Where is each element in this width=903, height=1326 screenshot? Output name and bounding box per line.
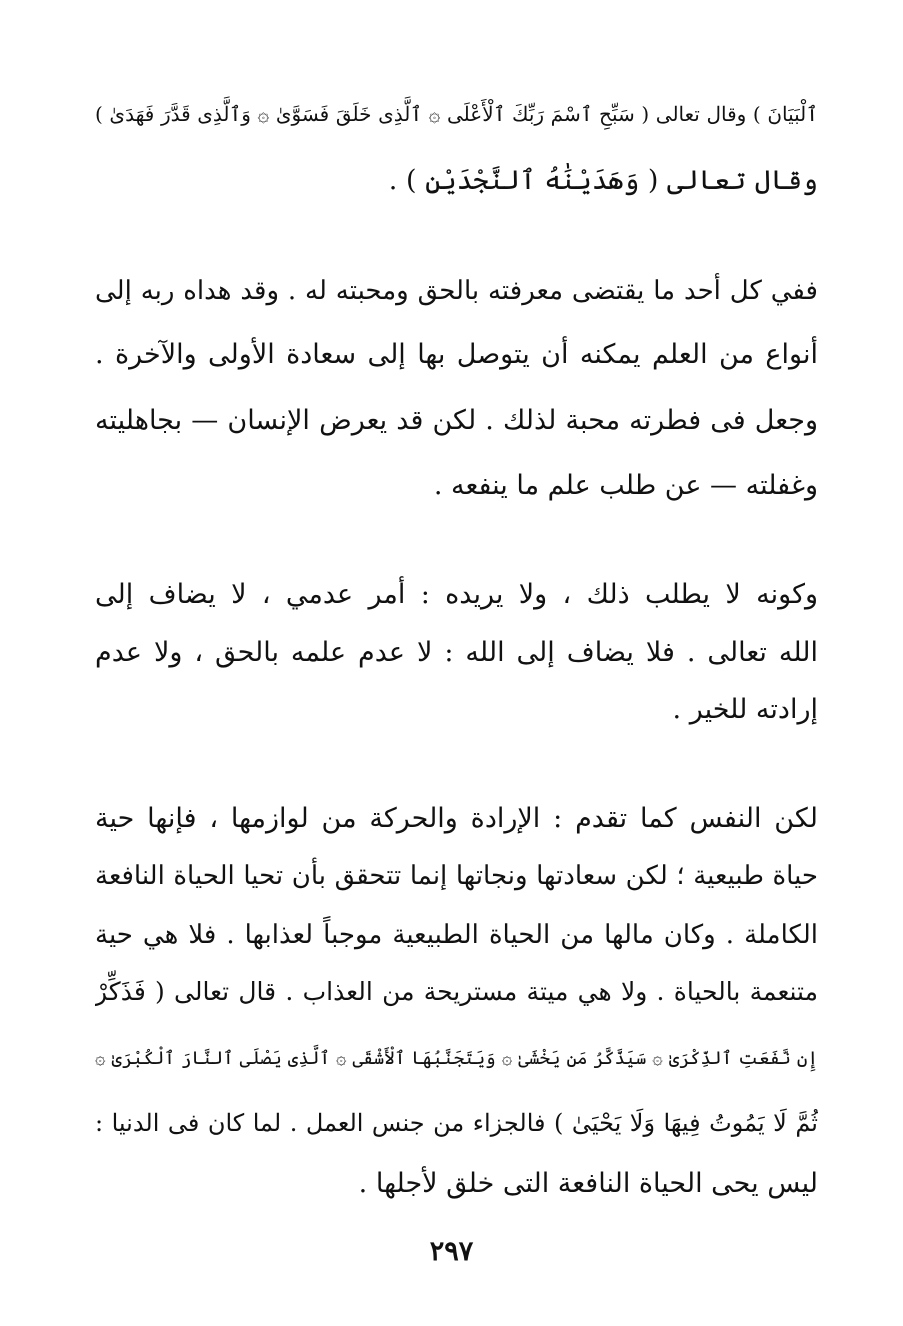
text-line: وغفلته — عن طلب علم ما ينفعه . bbox=[433, 470, 818, 501]
text-line: وكونه لا يطلب ذلك ، ولا يريده : أمر عدمي ، لا يضاف إلى bbox=[95, 579, 818, 610]
text-line: حياة طبيعية ؛ لكن سعادتها ونجاتها إنما تتحقق بأن تحيا الحياة النافعة bbox=[95, 861, 818, 891]
text-line: أنواع من العلم يمكنه أن يتوصل بها إلى سعادة الأولى والآخرة . bbox=[95, 339, 818, 370]
page-number: ٢٩٧ bbox=[429, 1236, 474, 1267]
text-line: لكن النفس كما تقدم : الإرادة والحركة من لوازمها ، فإنها حية bbox=[95, 803, 818, 834]
text-line: الله تعالى . فلا يضاف إلى الله : لا عدم علمه بالحق ، ولا عدم bbox=[95, 637, 818, 668]
text-line: وقال تعالى ( وَهَدَيْنَٰهُ ٱلنَّجْدَيْنِ ) . bbox=[388, 165, 818, 196]
text-line: وجعل فى فطرته محبة لذلك . لكن قد يعرض الإنسان — بجاهليته bbox=[95, 405, 818, 436]
text-line: ليس يحى الحياة النافعة التى خلق لأجلها . bbox=[358, 1168, 818, 1199]
text-line: متنعمة بالحياة . ولا هي ميتة مستريحة من العذاب . قال تعالى ( فَذَكِّرْ bbox=[95, 977, 818, 1006]
quran-verse-line: إِن نَّفَعَتِ ٱلذِّكْرَىٰ ۞ سَيَذَّكَّرُ مَن يَخْشَىٰ ۞ وَيَتَجَنَّبُهَا ٱلْأَشْقَى ۞ ٱلَّذِى يَصْلَى ٱلنَّارَ ٱلْكُبْرَىٰ ۞ bbox=[95, 1048, 818, 1069]
text-line: ثُمَّ لَا يَمُوتُ فِيهَا وَلَا يَحْيَىٰ ) فالجزاء من جنس العمل . لما كان فى الدنيا : bbox=[95, 1109, 818, 1137]
text-line: الكاملة . وكان مالها من الحياة الطبيعية موجباً لعذابها . فلا هي حية bbox=[95, 920, 818, 950]
text-line: ٱلْبَيَانَ ) وقال تعالى ( سَبِّحِ ٱسْمَ رَبِّكَ ٱلْأَعْلَى ۞ ٱلَّذِى خَلَقَ فَسَوَّىٰ ۞ وَٱلَّذِى قَدَّرَ فَهَدَىٰ ) bbox=[95, 102, 818, 126]
text-line: ففي كل أحد ما يقتضى معرفته بالحق ومحبته له . وقد هداه ربه إلى bbox=[95, 276, 818, 306]
text-line: إرادته للخير . bbox=[672, 694, 818, 725]
